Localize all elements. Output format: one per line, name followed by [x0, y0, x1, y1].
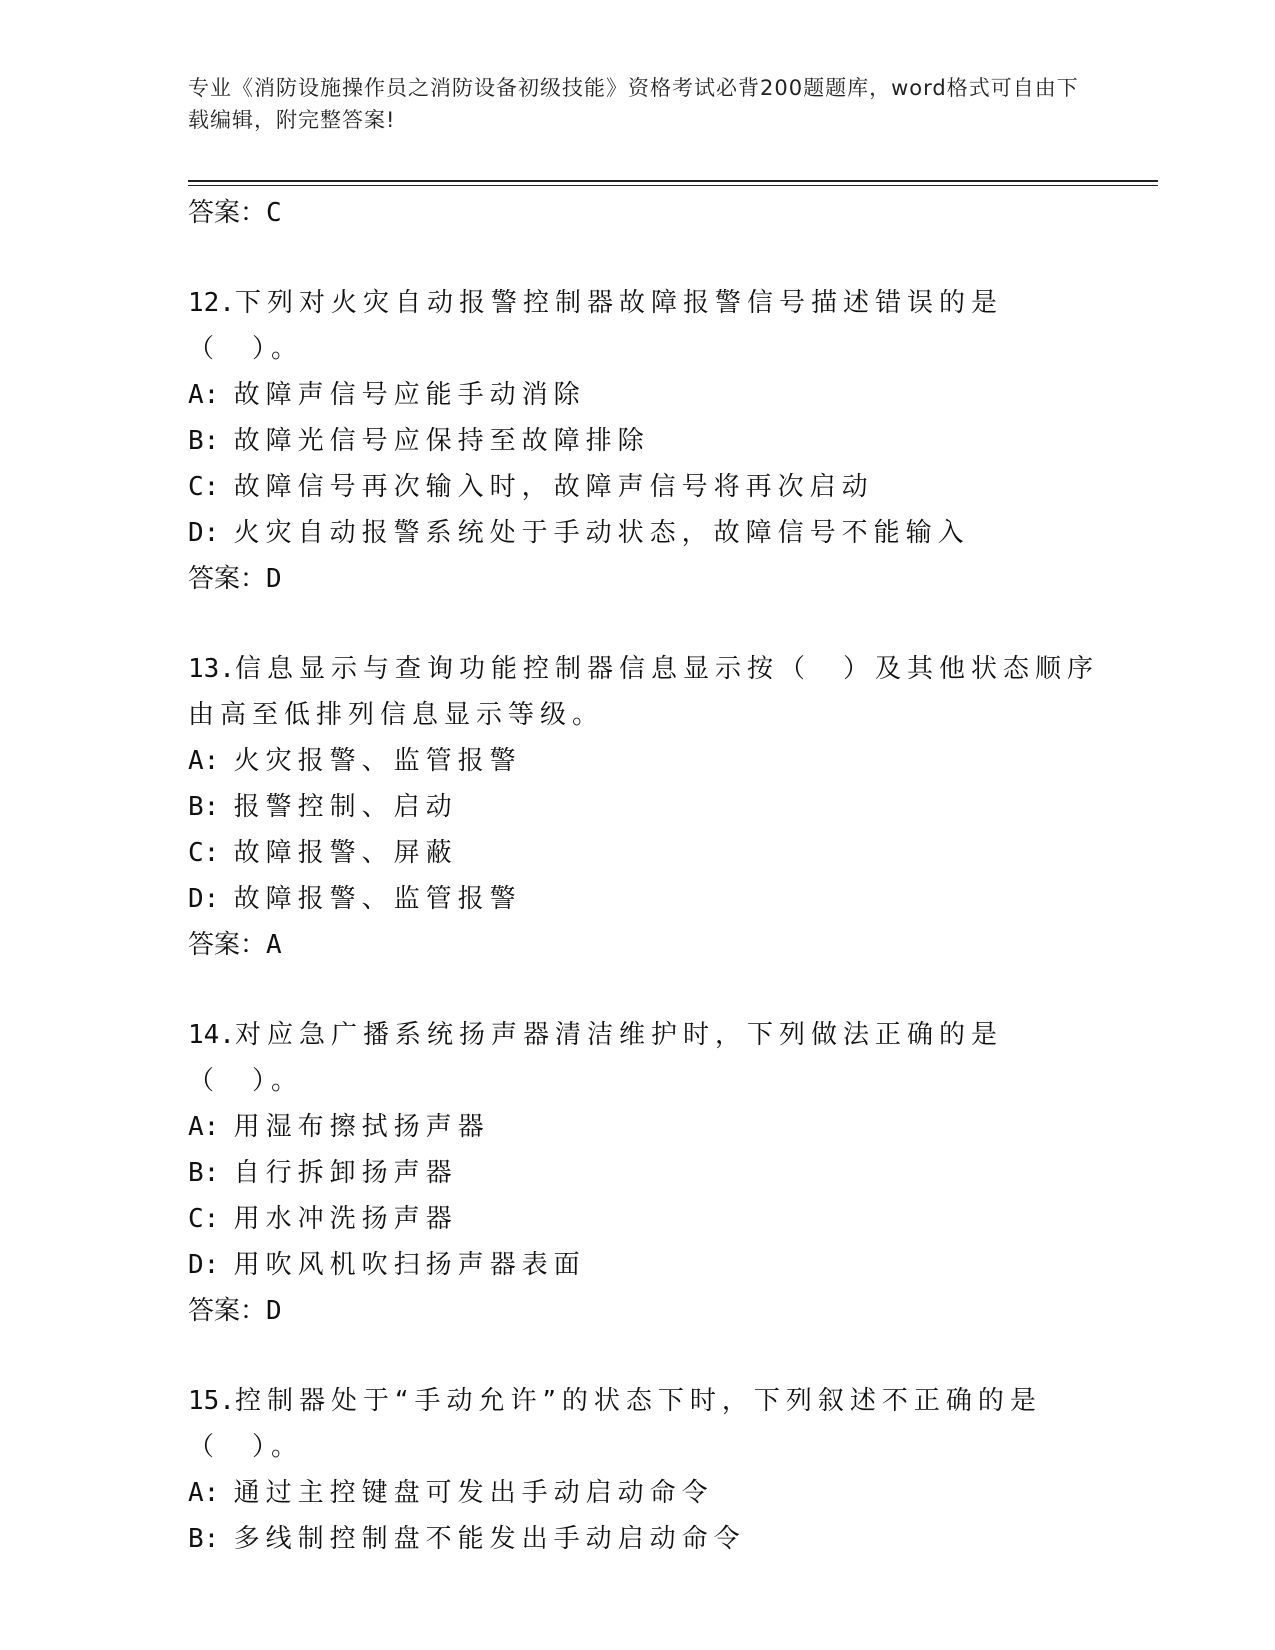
answer-label: 答案：: [188, 198, 267, 228]
option-a: [188, 1104, 1108, 1150]
question-text: 对应急广播系统扬声器清洁维护时，下列做法正确的是（ ）。: [188, 1020, 1003, 1096]
option-text: 火灾报警、监管报警: [233, 746, 522, 776]
option-key: D:: [188, 884, 220, 914]
option-c: [188, 1196, 1108, 1242]
answer-label: 答案：: [188, 564, 267, 594]
option-key: C:: [188, 838, 220, 868]
option-a: [188, 738, 1108, 784]
answer-line: [188, 190, 1108, 236]
option-b: [188, 1516, 1108, 1562]
document-header: 专业《消防设施操作员之消防设备初级技能》资格考试必背200题题库，word格式可自由下载编辑，附完整答案!: [188, 76, 1079, 132]
option-key: D:: [188, 518, 220, 548]
option-text: 用水冲洗扬声器: [233, 1204, 458, 1234]
option-key: C:: [188, 1204, 220, 1234]
option-a: [188, 372, 1108, 418]
answer-line: [188, 556, 1108, 602]
option-key: A:: [188, 380, 220, 410]
option-text: 通过主控键盘可发出手动启动命令: [233, 1478, 714, 1508]
option-c: [188, 830, 1108, 876]
option-key: C:: [188, 472, 220, 502]
question-number: 12.: [188, 288, 235, 318]
question-number: 15.: [188, 1386, 235, 1416]
answer-label: 答案：: [188, 1296, 267, 1326]
question-stem: [188, 1012, 1108, 1104]
answer-value: C: [266, 198, 282, 228]
option-d: [188, 510, 1108, 556]
option-d: [188, 876, 1108, 922]
option-b: [188, 1150, 1108, 1196]
option-key: A:: [188, 1478, 220, 1508]
header-divider-thick: [188, 180, 1158, 182]
option-b: [188, 784, 1108, 830]
option-a: [188, 1470, 1108, 1516]
option-text: 用湿布擦拭扬声器: [233, 1112, 490, 1142]
option-d: [188, 1242, 1108, 1288]
option-b: [188, 418, 1108, 464]
option-text: 报警控制、启动: [233, 792, 458, 822]
option-text: 故障光信号应保持至故障排除: [233, 426, 650, 456]
question-stem: [188, 280, 1108, 372]
option-key: B:: [188, 1524, 220, 1554]
option-text: 故障报警、监管报警: [233, 884, 522, 914]
option-key: A:: [188, 746, 220, 776]
option-key: B:: [188, 1158, 220, 1188]
option-key: A:: [188, 1112, 220, 1142]
option-text: 多线制控制盘不能发出手动启动命令: [233, 1524, 746, 1554]
answer-value: A: [266, 930, 282, 960]
question-text: 下列对火灾自动报警控制器故障报警信号描述错误的是（ ）。: [188, 288, 1003, 364]
question-text: 控制器处于“手动允许”的状态下时，下列叙述不正确的是（ ）。: [188, 1386, 1042, 1462]
option-key: D:: [188, 1250, 220, 1280]
question-text: 信息显示与查询功能控制器信息显示按（ ）及其他状态顺序由高至低排列信息显示等级。: [188, 654, 1099, 730]
option-text: 故障信号再次输入时，故障声信号将再次启动: [233, 472, 874, 502]
answer-value: D: [266, 564, 282, 594]
option-key: B:: [188, 792, 220, 822]
answer-value: D: [266, 1296, 282, 1326]
option-text: 用吹风机吹扫扬声器表面: [233, 1250, 586, 1280]
option-text: 故障报警、屏蔽: [233, 838, 458, 868]
option-text: 火灾自动报警系统处于手动状态，故障信号不能输入: [233, 518, 970, 548]
answer-label: 答案：: [188, 930, 267, 960]
answer-line: [188, 922, 1108, 968]
option-key: B:: [188, 426, 220, 456]
question-number: 14.: [188, 1020, 235, 1050]
question-list: [188, 190, 1108, 1562]
answer-line: [188, 1288, 1108, 1334]
question-number: 13.: [188, 654, 235, 684]
option-text: 自行拆卸扬声器: [233, 1158, 458, 1188]
question-stem: [188, 1378, 1108, 1470]
question-stem: [188, 646, 1108, 738]
option-c: [188, 464, 1108, 510]
option-text: 故障声信号应能手动消除: [233, 380, 586, 410]
header-divider-thin: [188, 185, 1158, 186]
